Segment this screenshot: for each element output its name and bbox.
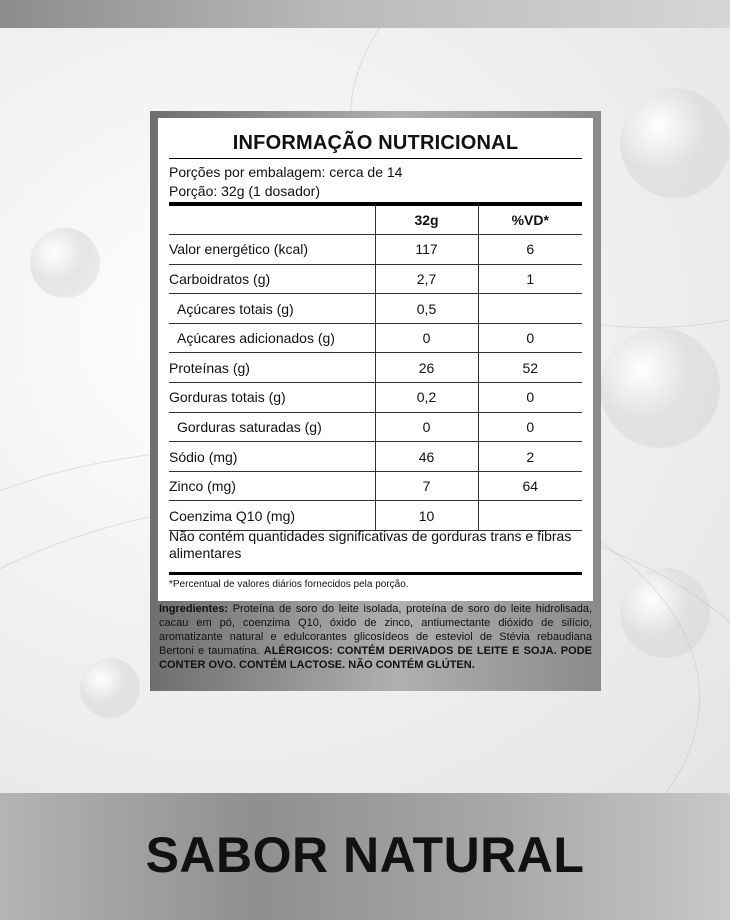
nutrient-name: Gorduras totais (g) xyxy=(169,383,375,413)
nutrient-daily-value: 64 xyxy=(478,471,582,501)
nutrient-daily-value xyxy=(478,294,582,324)
nutrition-label xyxy=(158,118,593,601)
table-row xyxy=(169,264,582,294)
serving-size: Porção: 32g (1 dosador) xyxy=(169,183,320,199)
table-row xyxy=(169,412,582,442)
table-row xyxy=(169,383,582,413)
decorative-bubble xyxy=(600,328,720,448)
ingredients-list: Proteína de soro do leite isolada, proteína de soro do leite hidrolisada, cacau em pó, coenzima Q10, óxido de zinco, antiumectante dióxido de silício, aromatizante natural e edulcorantes glicosídeos de esteviol de Stévia rebaudiana Bertoni e taumatina. xyxy=(159,603,592,657)
nutrient-name: Proteínas (g) xyxy=(169,353,375,383)
nutrient-name: Valor energético (kcal) xyxy=(169,235,375,265)
nutrient-name: Coenzima Q10 (mg) xyxy=(169,501,375,531)
nutrient-name: Sódio (mg) xyxy=(169,442,375,472)
table-row xyxy=(169,235,582,265)
nutrient-name: Carboidratos (g) xyxy=(169,264,375,294)
nutrient-quantity: 117 xyxy=(375,235,478,265)
trans-fat-note: Não contém quantidades significativas de gorduras trans e fibras alimentares xyxy=(169,528,572,561)
nutrient-quantity: 26 xyxy=(375,353,478,383)
nutrient-quantity: 0 xyxy=(375,412,478,442)
decorative-bubble xyxy=(30,228,100,298)
daily-value-footnote: *Percentual de valores diários fornecidos pela porção. xyxy=(169,579,409,590)
flavor-title: SABOR NATURAL xyxy=(145,827,585,883)
nutrient-daily-value: 0 xyxy=(478,412,582,442)
nutrition-table xyxy=(169,205,582,531)
table-row xyxy=(169,294,582,324)
nutrient-daily-value: 52 xyxy=(478,353,582,383)
nutrient-name: Gorduras saturadas (g) xyxy=(169,412,375,442)
nutrient-quantity: 0 xyxy=(375,323,478,353)
allergens-warning: ALÉRGICOS: CONTÉM DERIVADOS DE LEITE E SOJA. PODE CONTER OVO. CONTÉM LACTOSE. NÃO CONTÉM GLÚTEN. xyxy=(159,645,592,671)
ingredients-heading: Ingredientes: xyxy=(159,603,229,615)
nutrient-daily-value: 1 xyxy=(478,264,582,294)
header-daily-value: %VD* xyxy=(478,205,582,235)
table-row xyxy=(169,501,582,531)
nutrient-name: Zinco (mg) xyxy=(169,471,375,501)
divider xyxy=(169,158,582,159)
header-empty xyxy=(169,205,375,235)
table-row xyxy=(169,323,582,353)
nutrient-quantity: 0,2 xyxy=(375,383,478,413)
nutrient-daily-value: 2 xyxy=(478,442,582,472)
nutrient-daily-value: 0 xyxy=(478,323,582,353)
table-row xyxy=(169,353,582,383)
nutrient-quantity: 2,7 xyxy=(375,264,478,294)
nutrient-quantity: 0,5 xyxy=(375,294,478,324)
label-title: INFORMAÇÃO NUTRICIONAL xyxy=(232,132,519,154)
table-header-row xyxy=(169,205,582,235)
nutrient-daily-value: 6 xyxy=(478,235,582,265)
ingredients-text xyxy=(159,602,592,672)
table-row xyxy=(169,471,582,501)
nutrient-name: Açúcares adicionados (g) xyxy=(169,323,375,353)
table-row xyxy=(169,442,582,472)
nutrient-quantity: 7 xyxy=(375,471,478,501)
nutrient-name: Açúcares totais (g) xyxy=(169,294,375,324)
top-band xyxy=(0,0,730,28)
nutrient-daily-value xyxy=(478,501,582,531)
nutrient-quantity: 10 xyxy=(375,501,478,531)
nutrient-quantity: 46 xyxy=(375,442,478,472)
header-quantity: 32g xyxy=(375,205,478,235)
servings-per-package: Porções por embalagem: cerca de 14 xyxy=(169,164,403,180)
nutrient-daily-value: 0 xyxy=(478,383,582,413)
nutrition-label-frame xyxy=(150,111,601,691)
thick-divider xyxy=(169,572,582,575)
